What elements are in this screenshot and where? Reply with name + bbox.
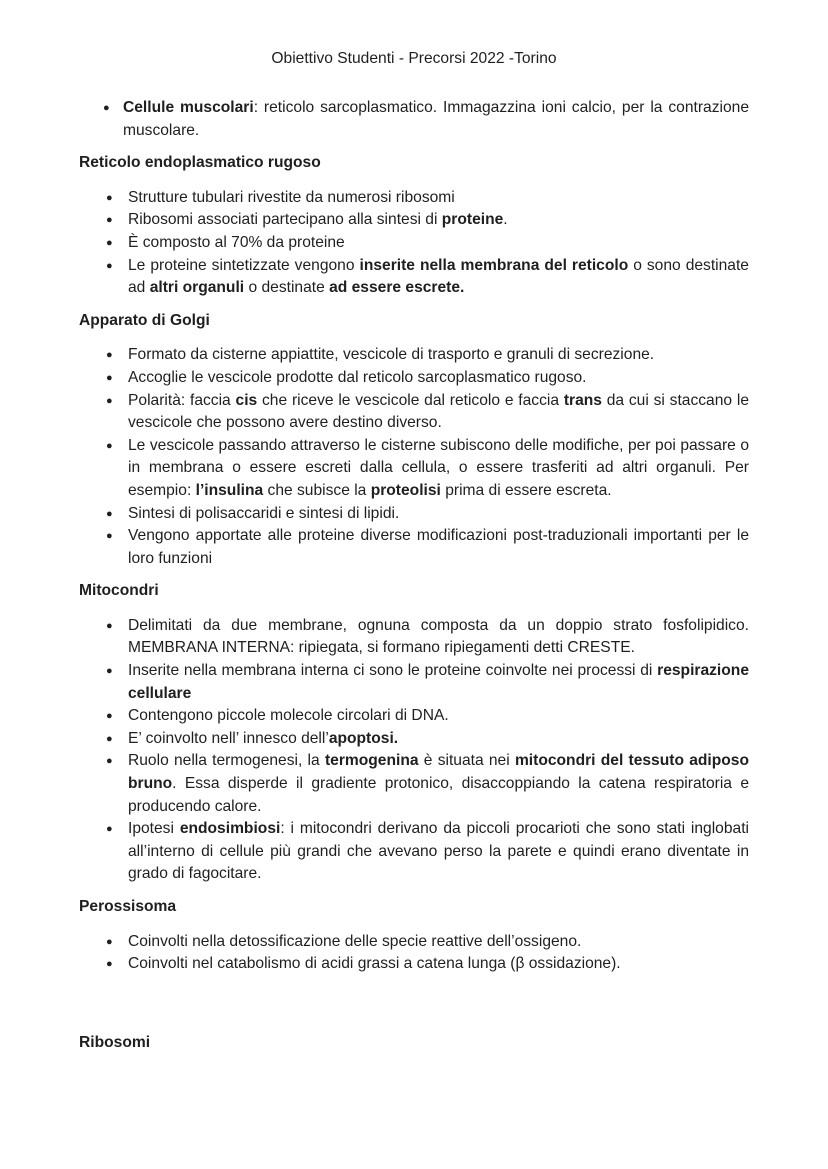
section-list: [79, 615, 749, 886]
bold-text: apoptosi.: [328, 729, 399, 747]
document-body: [79, 97, 749, 1054]
text-run: Formato da cisterne appiattite, vescicole di trasporto e granuli di secrezione.: [128, 346, 655, 364]
section-list: [79, 931, 749, 976]
bold-text: altri organuli: [149, 279, 245, 297]
text-run: prima di essere escreta.: [440, 481, 612, 499]
text-run: o destinate: [244, 279, 330, 297]
bold-text: Cellule muscolari: [123, 99, 254, 116]
bullet-item: [79, 615, 749, 660]
text-run: Delimitati da due membrane, ognuna composta da un doppio strato fosfolipidico. MEMBRANA INTERNA: ripiegata, si formano ripiegamenti detti CRESTE.: [128, 616, 749, 657]
bold-text: cis: [235, 391, 258, 409]
bold-text: termogenina: [324, 752, 419, 770]
bullet-item: [79, 255, 749, 300]
text-run: Inserite nella membrana interna ci sono le proteine coinvolte nei processi di: [128, 662, 658, 680]
bullet-item: [79, 209, 749, 232]
text-run: da cui si staccano le vescicole che possono avere destino diverso.: [128, 391, 749, 432]
sections: [79, 142, 749, 1054]
text-run: Sintesi di polisaccaridi e sintesi di lipidi.: [128, 504, 400, 522]
bold-text: ad essere escrete.: [329, 279, 465, 297]
section-heading: Ribosomi: [79, 1033, 151, 1051]
section-heading: Perossisoma: [79, 898, 177, 915]
text-run: : i mitocondri derivano da piccoli procarioti che sono stati inglobati all’interno di cellule più grandi che avevano perso la parete e quindi erano diventate in grado di fagocitare.: [128, 820, 749, 883]
bold-text: mitocondri del tessuto adiposo bruno: [128, 752, 749, 793]
bullet-item: [79, 660, 749, 705]
bold-text: proteine: [441, 211, 504, 229]
bullet-item: [79, 344, 749, 367]
bullet-item: [79, 953, 749, 976]
intro-list: [79, 97, 749, 142]
text-run: Ribosomi associati partecipano alla sintesi di: [128, 211, 442, 229]
section-heading: Mitocondri: [79, 582, 159, 600]
text-run: che riceve le vescicole dal reticolo e faccia: [257, 391, 564, 409]
bullet-item: [79, 705, 749, 728]
text-run: Accoglie le vescicole prodotte dal reticolo sarcoplasmatico rugoso.: [128, 368, 587, 386]
bold-text: respirazione cellulare: [128, 662, 749, 702]
text-run: E’ coinvolto nell’ innesco dell’: [128, 729, 329, 747]
text-run: Coinvolti nella detossificazione delle specie reattive dell’ossigeno.: [128, 932, 582, 950]
text-run: È composto al 70% da proteine: [128, 233, 345, 251]
text-run: . Essa disperde il gradiente protonico, disaccoppiando la catena respiratoria e producendo calore.: [128, 775, 749, 815]
bullet-item: [79, 931, 749, 954]
bold-text: endosimbiosi: [179, 820, 281, 838]
bullet-item: [79, 367, 749, 390]
bullet-item: [79, 503, 749, 526]
bullet-item: [79, 390, 749, 435]
bullet-item: [79, 187, 749, 210]
text-run: Vengono apportate alle proteine diverse modificazioni post-traduzionali importanti per le loro funzioni: [128, 527, 749, 567]
bold-text: trans: [563, 391, 602, 409]
bold-text: inserite nella membrana del reticolo: [359, 256, 629, 274]
text-run: Ruolo nella termogenesi, la: [128, 752, 325, 770]
bullet-item: [79, 232, 749, 255]
text-run: Contengono piccole molecole circolari di DNA.: [128, 707, 449, 725]
text-run: Le proteine sintetizzate vengono: [128, 256, 360, 274]
bold-text: l’insulina: [195, 481, 264, 499]
text-run: : reticolo sarcoplasmatico. Immagazzina ioni calcio, per la contrazione muscolare.: [123, 99, 749, 139]
bullet-item: [79, 435, 749, 503]
text-run: .: [503, 211, 508, 229]
text-run: è situata nei: [418, 752, 515, 770]
text-run: che subisce la: [263, 481, 371, 499]
text-run: Strutture tubulari rivestite da numerosi ribosomi: [128, 188, 455, 206]
text-run: o sono destinate ad: [128, 256, 749, 297]
bullet-item: [79, 525, 749, 570]
text-run: Coinvolti nel catabolismo di acidi grassi a catena lunga (β ossidazione).: [128, 955, 621, 973]
text-run: Le vescicole passando attraverso le cisterne subiscono delle modifiche, per poi passare o in membrana o essere escreti dalla cellula, o essere trasferiti ad altri organuli. Per esempio:: [128, 436, 749, 499]
bold-text: proteolisi: [370, 481, 441, 499]
section-heading: Reticolo endoplasmatico rugoso: [79, 154, 321, 172]
bullet-item: [79, 728, 749, 751]
text-run: Ipotesi: [128, 820, 180, 838]
section-heading: Apparato di Golgi: [79, 311, 210, 329]
section-list: [79, 344, 749, 570]
page-header: Obiettivo Studenti - Precorsi 2022 -Torino: [271, 50, 557, 67]
text-run: Polarità: faccia: [128, 391, 236, 409]
section-list: [79, 187, 749, 300]
bullet-item: [79, 750, 749, 818]
bullet-item: [79, 97, 749, 142]
bullet-item: [79, 818, 749, 886]
